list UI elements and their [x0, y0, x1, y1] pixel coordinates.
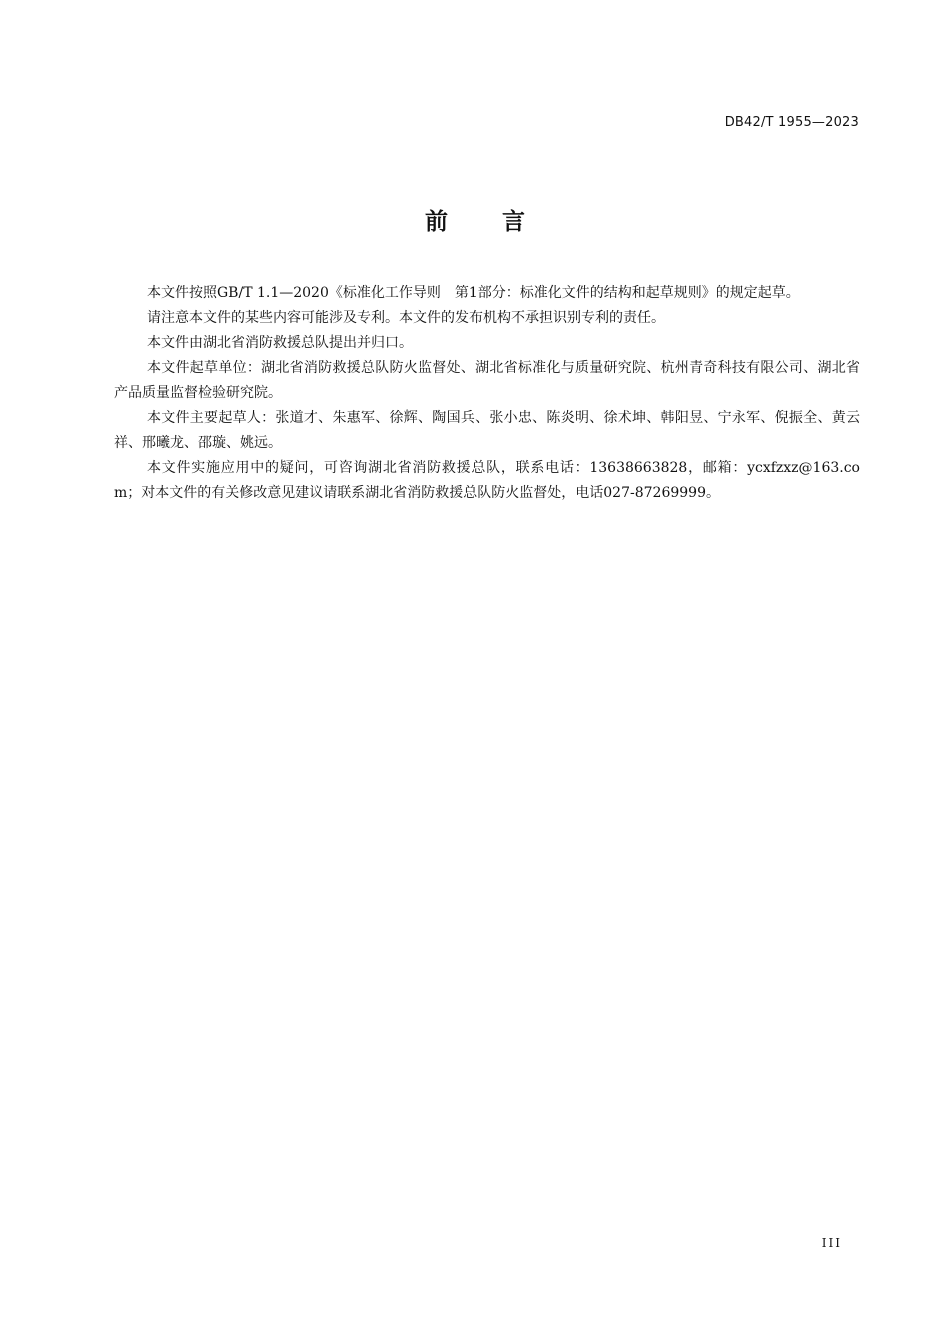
paragraph-proposer: 本文件由湖北省消防救援总队提出并归口。 [147, 335, 413, 351]
page-title: 前言 [425, 209, 579, 235]
paragraph-drafting-rules: 本文件按照GB/T 1.1—2020《标准化工作导则 第1部分：标准化文件的结构和起草规则》的规定起草。 [147, 285, 800, 301]
paragraph-drafting-units: 本文件起草单位：湖北省消防救援总队防火监督处、湖北省标准化与质量研究院、杭州青奇科技有限公司、湖北省产品质量监督检验研究院。 [114, 360, 860, 401]
paragraph-contact: 本文件实施应用中的疑问，可咨询湖北省消防救援总队，联系电话：13638663828，邮箱：ycxfzxz@163.com；对本文件的有关修改意见建议请联系湖北省消防救援总队防火监督处，电话027-87269999。 [114, 460, 860, 501]
foreword-body [114, 281, 860, 506]
paragraph-patent-notice: 请注意本文件的某些内容可能涉及专利。本文件的发布机构不承担识别专利的责任。 [147, 310, 665, 326]
paragraph-drafters: 本文件主要起草人：张道才、朱惠军、徐辉、陶国兵、张小忠、陈炎明、徐术坤、韩阳昱、宁永军、倪振全、黄云祥、邢曦龙、邵璇、姚远。 [114, 410, 860, 451]
page-number: III [821, 1236, 842, 1250]
document-code: DB42/T 1955—2023 [724, 115, 859, 130]
